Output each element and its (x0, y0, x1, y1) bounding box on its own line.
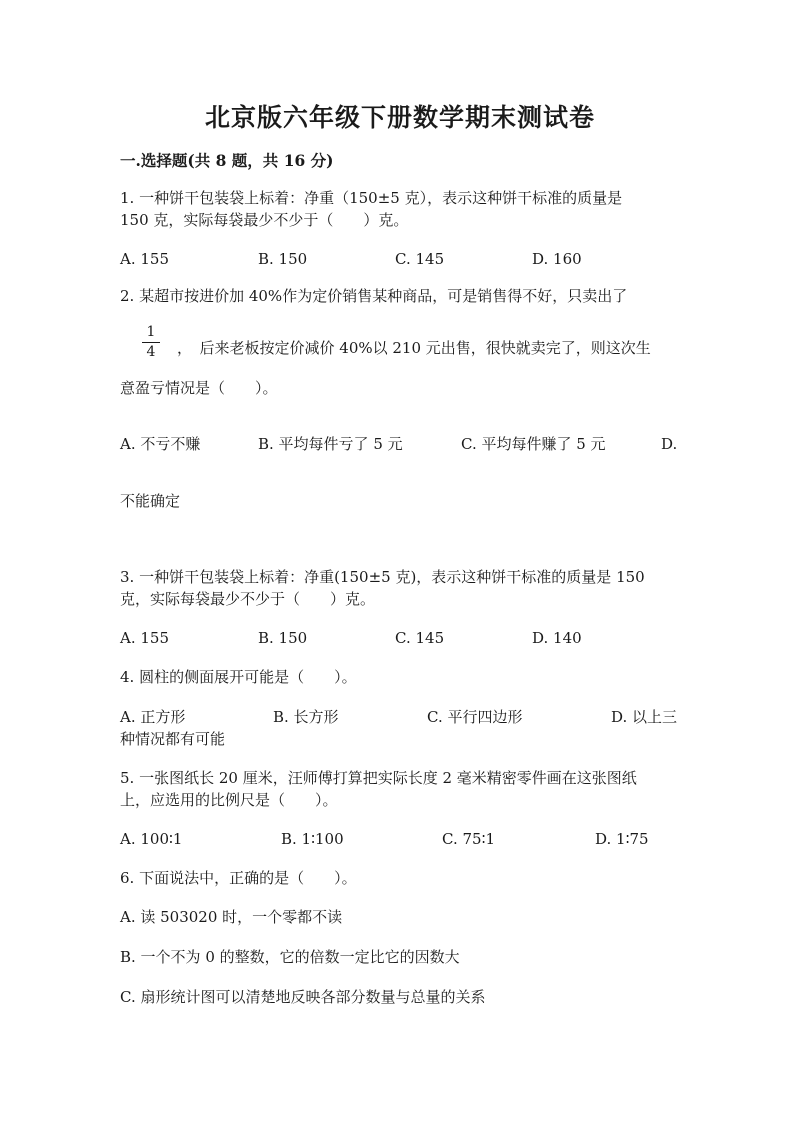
q5-option-c: C. 75∶1 (442, 830, 496, 848)
fraction-one-quarter (142, 324, 160, 361)
q3-option-c: C. 145 (395, 629, 445, 647)
q4-option-d-continued: 种情况都有可能 (120, 730, 226, 748)
fraction-numerator: 1 (146, 324, 156, 340)
q6-option-b: B. 一个不为 0 的整数，它的倍数一定比它的因数大 (120, 948, 460, 966)
question-1-line-1: 1. 一种饼干包装袋上标着：净重（150±5 克），表示这种饼干标准的质量是 (120, 189, 623, 207)
q2-option-d: D. (661, 435, 678, 453)
question-3-line-1: 3. 一种饼干包装袋上标着：净重(150±5 克)，表示这种饼干标准的质量是 150 (120, 568, 645, 586)
q3-option-d: D. 140 (532, 629, 582, 647)
question-4-line-1: 4. 圆柱的侧面展开可能是（ ）。 (120, 668, 357, 686)
question-2-line-2: ， 后来老板按定价减价 40%以 210 元出售，很快就卖完了，则这次生 (177, 339, 651, 357)
fraction-bar (142, 342, 160, 343)
q4-option-a: A. 正方形 (120, 708, 186, 726)
q1-option-d: D. 160 (532, 250, 582, 268)
q1-option-c: C. 145 (395, 250, 445, 268)
question-5-line-2: 上，应选用的比例尺是（ ）。 (120, 791, 338, 809)
fraction-denominator: 4 (146, 344, 156, 360)
q4-option-c: C. 平行四边形 (427, 708, 523, 726)
q6-option-a: A. 读 503020 时，一个零都不读 (120, 908, 343, 926)
q2-option-d-continued: 不能确定 (120, 492, 181, 510)
section-heading: 一.选择题(共 8 题，共 16 分) (120, 151, 334, 170)
page-title: 北京版六年级下册数学期末测试卷 (204, 103, 595, 132)
q4-option-b: B. 长方形 (273, 708, 339, 726)
question-3-line-2: 克，实际每袋最少不少于（ ）克。 (120, 590, 376, 608)
q5-option-b: B. 1∶100 (281, 830, 344, 848)
question-2-line-1: 2. 某超市按进价加 40%作为定价销售某种商品，可是销售得不好，只卖出了 (120, 287, 628, 305)
q5-option-d: D. 1∶75 (595, 830, 649, 848)
q1-option-b: B. 150 (258, 250, 308, 268)
question-6-line-1: 6. 下面说法中，正确的是（ ）。 (120, 869, 357, 887)
q2-option-a: A. 不亏不赚 (120, 435, 201, 453)
q2-option-b: B. 平均每件亏了 5 元 (258, 435, 403, 453)
q5-option-a: A. 100∶1 (120, 830, 183, 848)
q4-option-d: D. 以上三 (611, 708, 678, 726)
q2-option-c: C. 平均每件赚了 5 元 (461, 435, 606, 453)
q3-option-a: A. 155 (120, 629, 169, 647)
question-1-line-2: 150 克，实际每袋最少不少于（ ）克。 (120, 211, 409, 229)
question-2-line-3: 意盈亏情况是（ ）。 (120, 379, 278, 397)
q1-option-a: A. 155 (120, 250, 169, 268)
question-5-line-1: 5. 一张图纸长 20 厘米，汪师傅打算把实际长度 2 毫米精密零件画在这张图纸 (120, 769, 637, 787)
q6-option-c: C. 扇形统计图可以清楚地反映各部分数量与总量的关系 (120, 988, 486, 1006)
q3-option-b: B. 150 (258, 629, 308, 647)
